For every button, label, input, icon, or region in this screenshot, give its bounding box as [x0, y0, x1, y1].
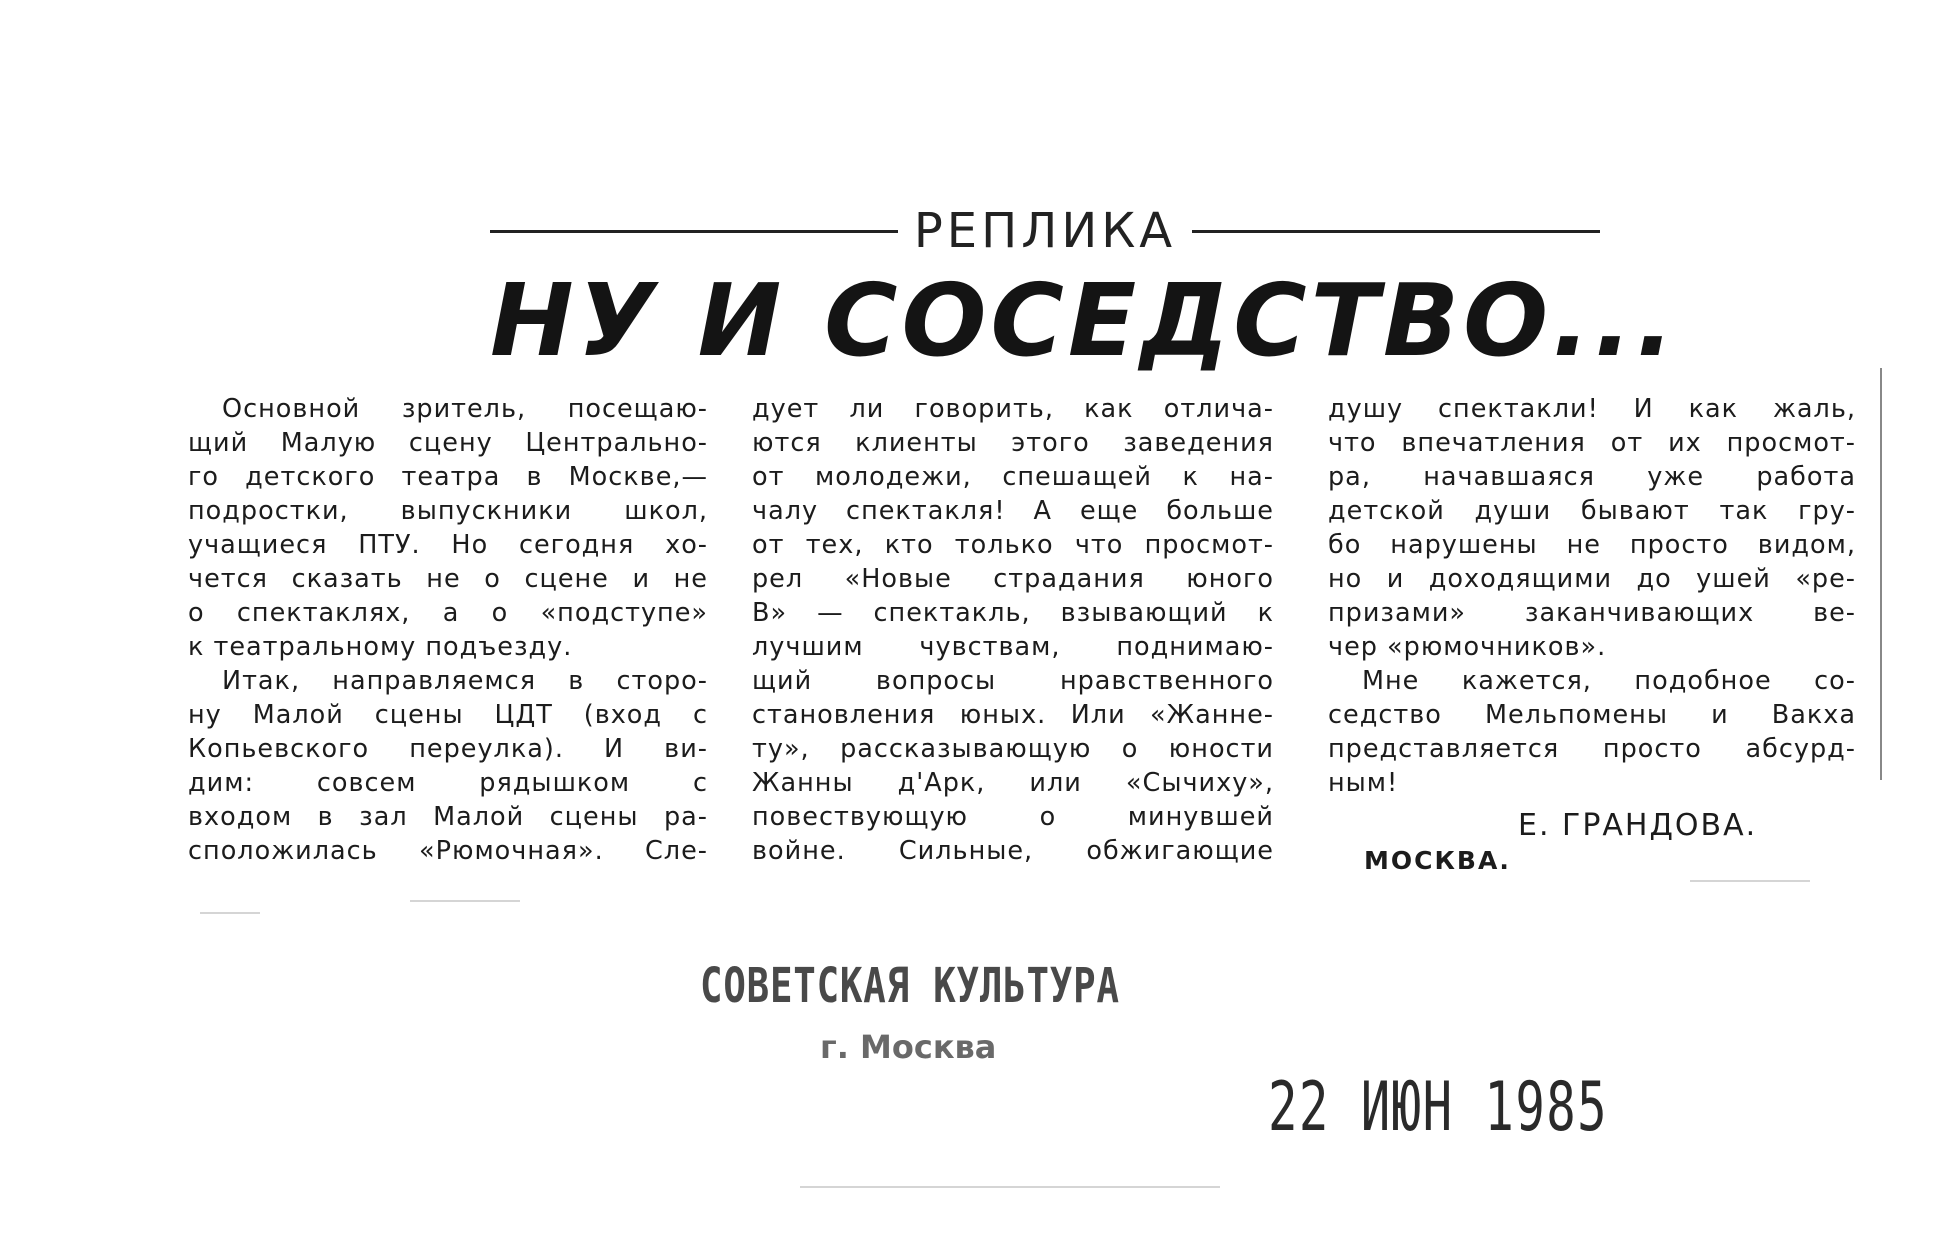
article-line: Итак, направляемся в сторо-: [222, 666, 708, 696]
article-line: ну Малой сцены ЦДТ (вход с: [188, 700, 708, 730]
article-line: лучшим чувствам, поднимаю-: [752, 632, 1274, 662]
article-line: душу спектакли! И как жаль,: [1328, 394, 1856, 424]
article-headline: НУ И СОСЕДСТВО...: [490, 262, 1679, 379]
scan-speck: [1690, 880, 1810, 882]
stamp-city: г. Москва: [820, 1028, 997, 1066]
article-column-3: [1328, 392, 1856, 800]
article-line: бо нарушены не просто видом,: [1328, 530, 1856, 560]
article-line: щий Малую сцену Центрально-: [188, 428, 708, 458]
author-signature: Е. ГРАНДОВА.: [1518, 808, 1758, 843]
rubric-header: [490, 196, 1600, 266]
article-line: входом в зал Малой сцены ра-: [188, 802, 708, 832]
article-line: Основной зритель, посещаю-: [222, 394, 708, 424]
article-line: В» — спектакль, взывающий к: [752, 598, 1274, 628]
scan-speck: [200, 912, 260, 914]
article-line: Копьевского переулка). И ви-: [188, 734, 708, 764]
article-line: чется сказать не о сцене и не: [188, 564, 708, 594]
article-line: войне. Сильные, обжигающие: [752, 836, 1274, 866]
article-column-1: [188, 392, 708, 868]
rubric-label: РЕПЛИКА: [913, 203, 1177, 259]
scan-speck: [410, 900, 520, 902]
article-line: щий вопросы нравственного: [752, 666, 1274, 696]
article-line: сположилась «Рюмочная». Сле-: [188, 836, 708, 866]
rubric-line-left: [490, 230, 898, 233]
article-line: чер «рюмочников».: [1328, 632, 1607, 662]
article-line: ным!: [1328, 768, 1399, 798]
article-line: ту», рассказывающую о юности: [752, 734, 1274, 764]
article-line: от молодежи, спешащей к на-: [752, 462, 1274, 492]
article-line: становления юных. Или «Жанне-: [752, 700, 1274, 730]
article-line: но и доходящими до ушей «ре-: [1328, 564, 1856, 594]
article-line: что впечатления от их просмот-: [1328, 428, 1856, 458]
article-line: к театральному подъезду.: [188, 632, 573, 662]
article-line: от тех, кто только что просмот-: [752, 530, 1274, 560]
article-line: дим: совсем рядышком с: [188, 768, 708, 798]
article-line: дует ли говорить, как отлича-: [752, 394, 1274, 424]
article-line: детской души бывают так гру-: [1328, 496, 1856, 526]
article-line: повествующую о минувшей: [752, 802, 1274, 832]
dateline-city: МОСКВА.: [1364, 846, 1511, 875]
stamp-newspaper-name: СОВЕТСКАЯ КУЛЬТУРА: [700, 958, 1120, 1014]
clipping-edge-line: [1880, 368, 1882, 780]
article-line: чалу спектакля! А еще больше: [752, 496, 1274, 526]
article-line: ра, начавшаяся уже работа: [1328, 462, 1856, 492]
article-line: подростки, выпускники школ,: [188, 496, 708, 526]
article-line: о спектаклях, а о «подступе»: [188, 598, 708, 628]
article-line: призами» заканчивающих ве-: [1328, 598, 1856, 628]
rubric-line-right: [1192, 230, 1600, 233]
article-line: учащиеся ПТУ. Но сегодня хо-: [188, 530, 708, 560]
article-line: седство Мельпомены и Вакха: [1328, 700, 1856, 730]
scan-speck: [800, 1186, 1220, 1188]
article-line: ются клиенты этого заведения: [752, 428, 1274, 458]
article-line: го детского театра в Москве,—: [188, 462, 708, 492]
article-line: представляется просто абсурд-: [1328, 734, 1856, 764]
article-line: Жанны д'Арк, или «Сычиху»,: [752, 768, 1274, 798]
article-column-2: [752, 392, 1274, 868]
stamp-date: 22 ИЮН 1985: [1268, 1068, 1609, 1147]
article-line: Мне кажется, подобное со-: [1362, 666, 1856, 696]
article-line: рел «Новые страдания юного: [752, 564, 1274, 594]
